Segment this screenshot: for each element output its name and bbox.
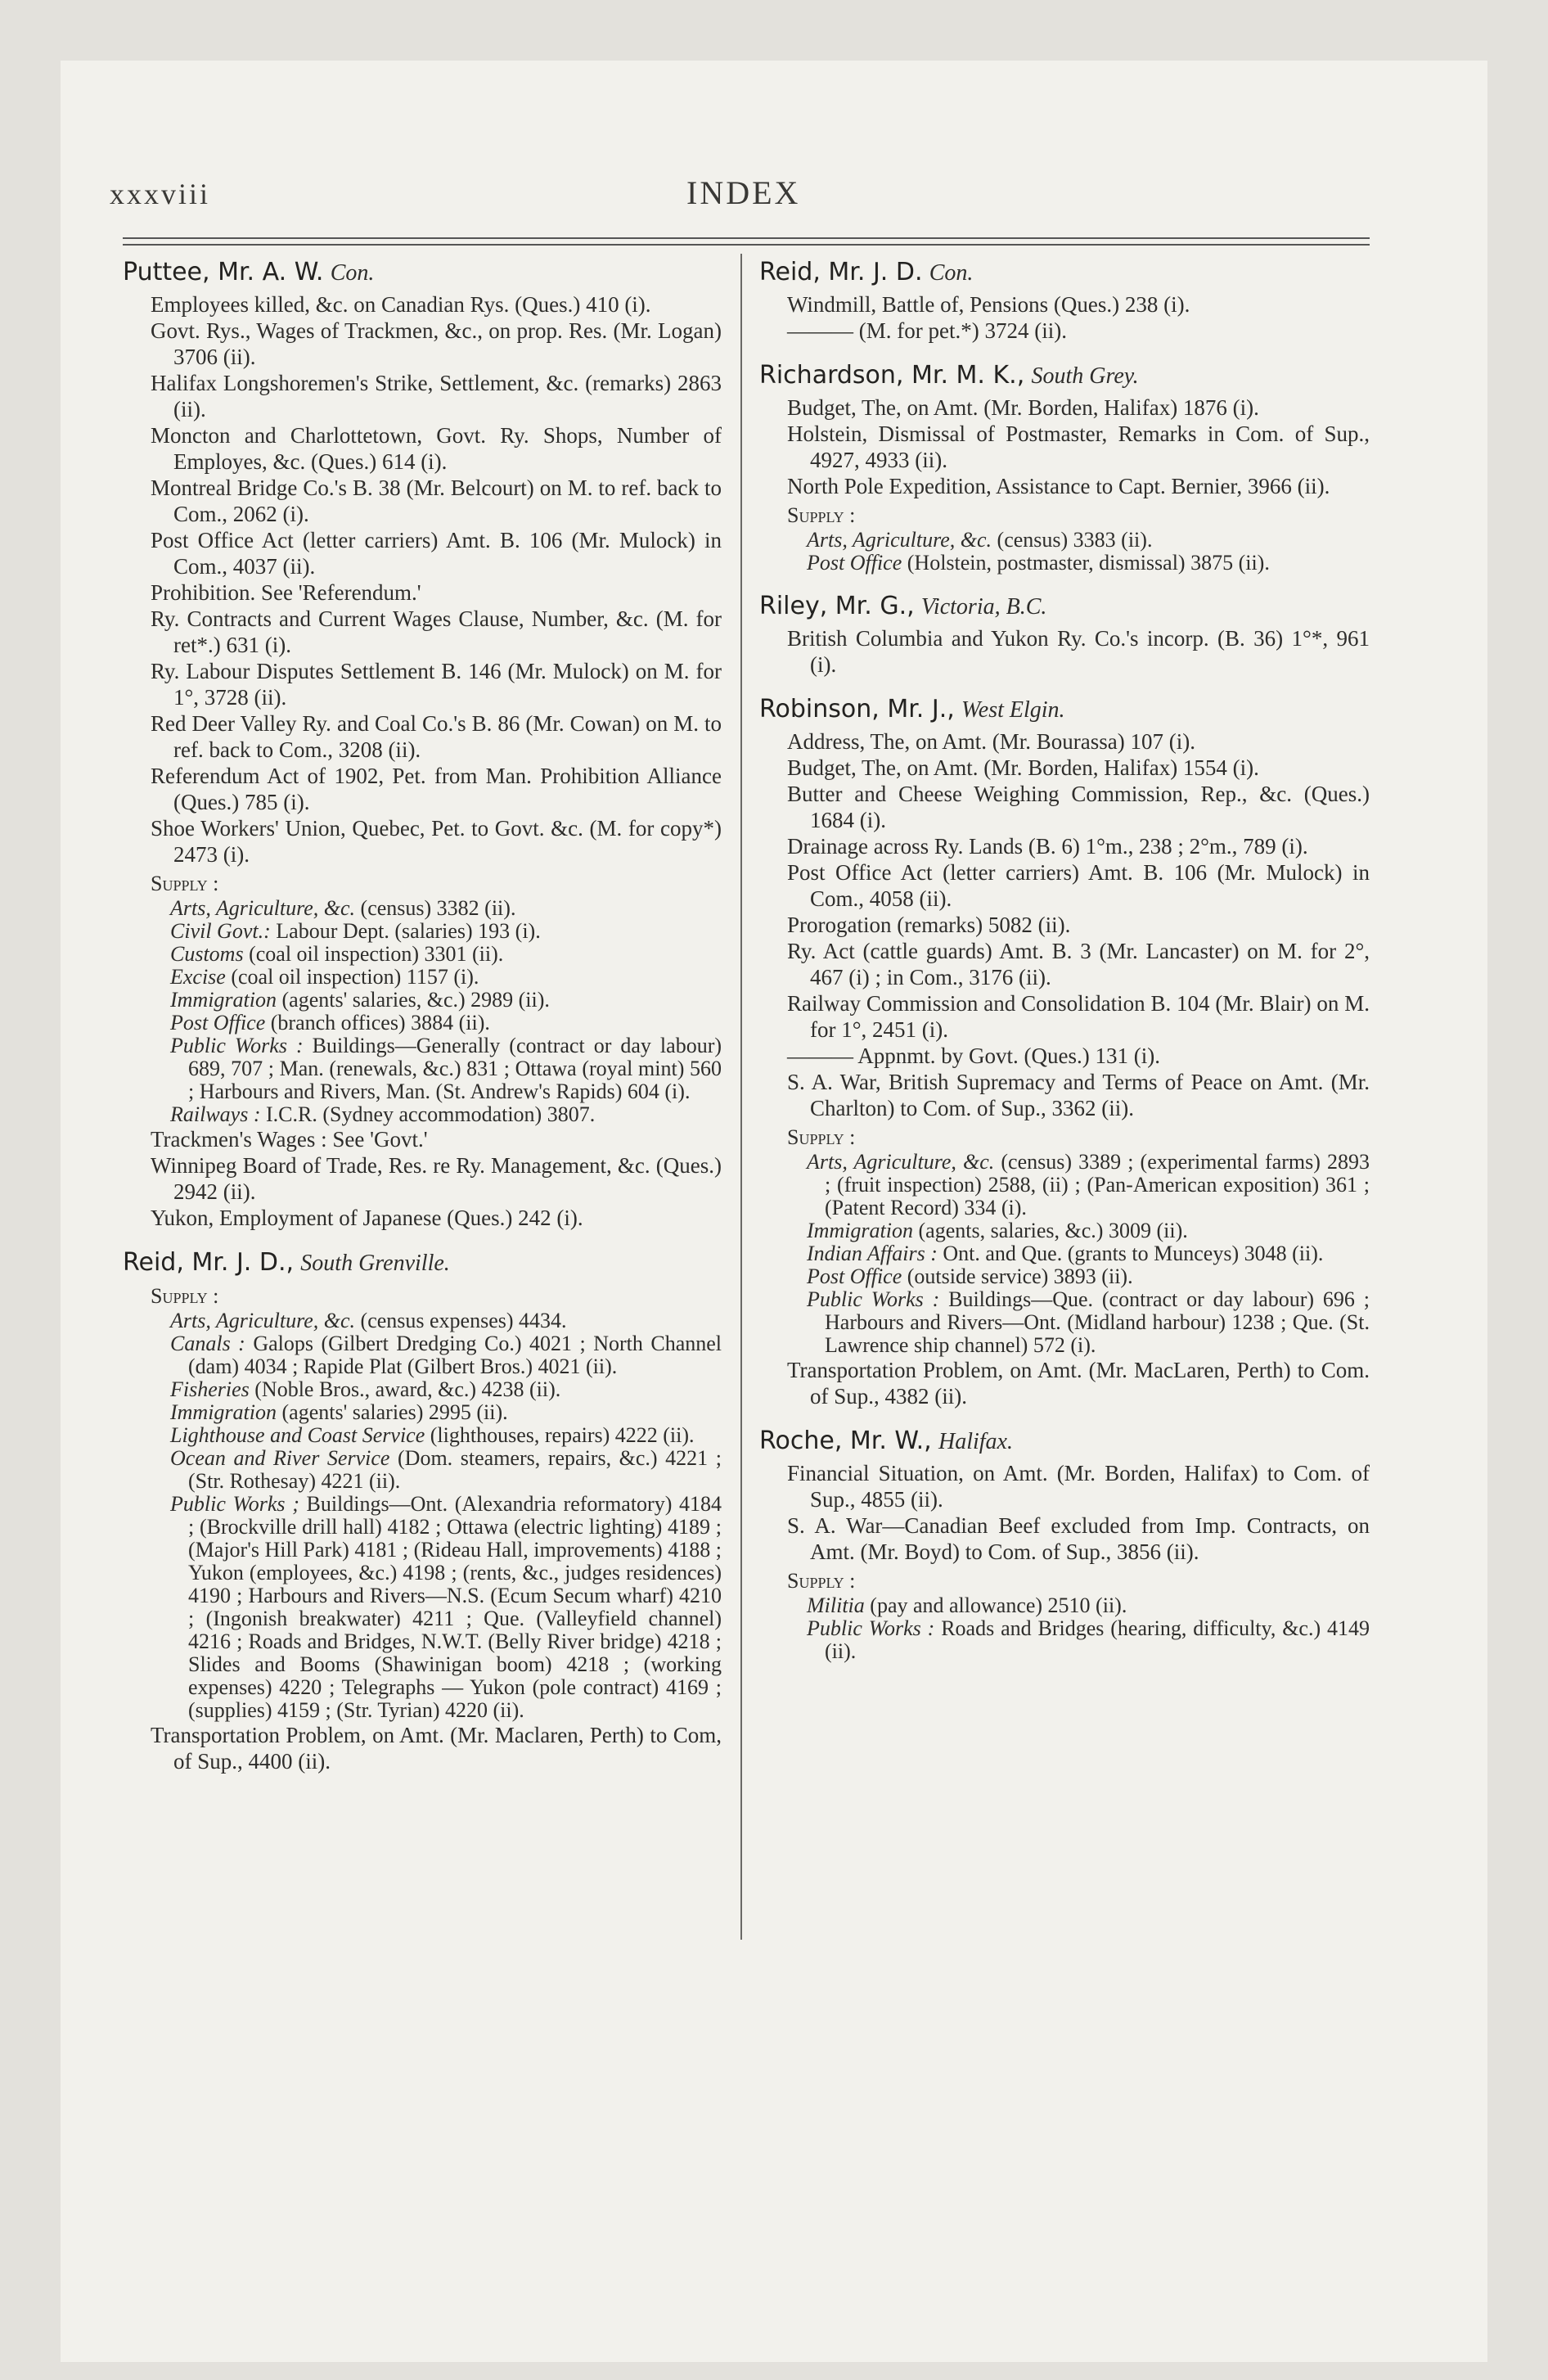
subject-entry: Ry. Act (cattle guards) Amt. B. 3 (Mr. Lancaster) on M. for 2°, 467 (i) ; in Com., 3176 (ii). bbox=[787, 939, 1370, 989]
subject-entry: Winnipeg Board of Trade, Res. re Ry. Management, &c. (Ques.) 2942 (ii). bbox=[151, 1153, 722, 1204]
supply-item bbox=[759, 1594, 1370, 1617]
supply-category: Public Works ; bbox=[170, 1492, 299, 1516]
supply-detail: (Dom. steamers, repairs, &c.) 4221 ; (Str. Rothesay) 4221 (ii). bbox=[188, 1446, 722, 1493]
supply-category: Public Works : bbox=[807, 1287, 940, 1311]
person-riding: South Grenville. bbox=[300, 1251, 450, 1276]
supply-item bbox=[759, 1242, 1370, 1265]
subject-entry: Address, The, on Amt. (Mr. Bourassa) 107 (i). bbox=[787, 729, 1195, 754]
supply-item bbox=[759, 1219, 1370, 1242]
supply-heading: Supply : bbox=[151, 1284, 219, 1308]
supply-category: Arts, Agriculture, &c. bbox=[807, 1150, 995, 1174]
person-name: Richardson, Mr. M. K., bbox=[759, 361, 1025, 390]
index-entry-person bbox=[759, 589, 1370, 678]
supply-detail: (census) 3389 ; (experimental farms) 2893 ; (fruit inspection) 2588, (ii) ; (Pan-American exposition) 361 ; (Patent Record) 334 (i). bbox=[825, 1150, 1370, 1219]
subject-entry: Prohibition. See 'Referendum.' bbox=[151, 580, 421, 605]
supply-item bbox=[123, 1424, 722, 1447]
supply-category: Post Office bbox=[807, 551, 902, 575]
supply-item bbox=[123, 989, 722, 1012]
subject-entry: Employees killed, &c. on Canadian Rys. (Ques.) 410 (i). bbox=[151, 292, 651, 317]
index-entry-person bbox=[759, 358, 1370, 575]
subject-entry: Halifax Longshoremen's Strike, Settlement, &c. (remarks) 2863 (ii). bbox=[151, 371, 722, 421]
page-header bbox=[110, 174, 1370, 226]
supply-category: Post Office bbox=[170, 1011, 266, 1034]
index-column-left bbox=[123, 246, 722, 1789]
subject-entry: North Pole Expedition, Assistance to Capt. Bernier, 3966 (ii). bbox=[787, 474, 1330, 498]
person-riding: West Elgin. bbox=[961, 697, 1065, 723]
subject-entry: Budget, The, on Amt. (Mr. Borden, Halifax) 1876 (i). bbox=[787, 395, 1259, 420]
supply-category: Ocean and River Service bbox=[170, 1446, 390, 1470]
supply-category: Arts, Agriculture, &c. bbox=[170, 896, 356, 920]
supply-item bbox=[123, 1401, 722, 1424]
running-title: INDEX bbox=[686, 174, 801, 211]
index-entry-person bbox=[759, 255, 1370, 344]
person-name: Roche, Mr. W., bbox=[759, 1427, 932, 1455]
subject-entry: S. A. War—Canadian Beef excluded from Imp. Contracts, on Amt. (Mr. Boyd) to Com. of Sup., 3856 (ii). bbox=[787, 1513, 1370, 1564]
supply-detail: (agents' salaries) 2995 (ii). bbox=[277, 1400, 508, 1424]
supply-item bbox=[759, 1151, 1370, 1219]
supply-detail: I.C.R. (Sydney accommodation) 3807. bbox=[260, 1102, 596, 1126]
supply-category: Post Office bbox=[807, 1264, 902, 1288]
supply-item bbox=[123, 897, 722, 920]
supply-detail: (outside service) 3893 (ii). bbox=[902, 1264, 1133, 1288]
supply-category: Fisheries bbox=[170, 1377, 250, 1401]
person-heading bbox=[123, 1246, 722, 1280]
supply-heading: Supply : bbox=[151, 872, 219, 895]
supply-item bbox=[759, 529, 1370, 552]
supply-category: Public Works : bbox=[170, 1034, 304, 1057]
person-riding: Halifax. bbox=[938, 1429, 1013, 1454]
person-riding: Con. bbox=[330, 260, 375, 286]
person-riding: Victoria, B.C. bbox=[920, 594, 1047, 620]
supply-item bbox=[123, 1493, 722, 1722]
person-riding: Con. bbox=[929, 260, 974, 286]
supply-detail: (coal oil inspection) 1157 (i). bbox=[225, 965, 479, 989]
person-heading bbox=[759, 255, 1370, 290]
supply-item bbox=[123, 1034, 722, 1103]
supply-heading: Supply : bbox=[787, 1125, 856, 1149]
supply-detail: (coal oil inspection) 3301 (ii). bbox=[243, 942, 504, 966]
supply-item bbox=[123, 1332, 722, 1378]
supply-category: Railways : bbox=[170, 1102, 261, 1126]
supply-category: Arts, Agriculture, &c. bbox=[807, 528, 992, 552]
subject-entry: Moncton and Charlottetown, Govt. Ry. Shops, Number of Employes, &c. (Ques.) 614 (i). bbox=[151, 423, 722, 474]
supply-detail: (census) 3382 (ii). bbox=[355, 896, 516, 920]
supply-detail: (agents, salaries, &c.) 3009 (ii). bbox=[913, 1219, 1188, 1242]
supply-category: Customs bbox=[170, 942, 244, 966]
supply-category: Civil Govt.: bbox=[170, 919, 271, 943]
supply-detail: (census expenses) 4434. bbox=[355, 1309, 567, 1332]
column-divider bbox=[740, 254, 742, 1940]
person-heading bbox=[759, 589, 1370, 624]
person-name: Riley, Mr. G., bbox=[759, 592, 915, 620]
supply-detail: (pay and allowance) 2510 (ii). bbox=[864, 1593, 1127, 1617]
subject-entry: ——— Appnmt. by Govt. (Ques.) 131 (i). bbox=[787, 1044, 1160, 1068]
supply-heading: Supply : bbox=[787, 1569, 856, 1593]
person-name: Reid, Mr. J. D., bbox=[123, 1248, 295, 1277]
supply-item bbox=[759, 1265, 1370, 1288]
subject-entry: Financial Situation, on Amt. (Mr. Borden, Halifax) to Com. of Sup., 4855 (ii). bbox=[787, 1461, 1370, 1512]
person-heading bbox=[123, 255, 722, 290]
subject-entry: British Columbia and Yukon Ry. Co.'s incorp. (B. 36) 1°*, 961 (i). bbox=[787, 626, 1370, 677]
supply-item bbox=[123, 920, 722, 943]
subject-entry: Holstein, Dismissal of Postmaster, Remarks in Com. of Sup., 4927, 4933 (ii). bbox=[787, 421, 1370, 472]
supply-item bbox=[123, 1012, 722, 1034]
supply-detail: (agents' salaries, &c.) 2989 (ii). bbox=[277, 988, 550, 1012]
subject-entry: Trackmen's Wages : See 'Govt.' bbox=[151, 1127, 428, 1152]
subject-entry: Budget, The, on Amt. (Mr. Borden, Halifax) 1554 (i). bbox=[787, 755, 1259, 780]
supply-category: Public Works : bbox=[807, 1616, 935, 1640]
supply-item bbox=[123, 1309, 722, 1332]
supply-category: Immigration bbox=[807, 1219, 913, 1242]
supply-detail: (Holstein, postmaster, dismissal) 3875 (ii). bbox=[902, 551, 1270, 575]
person-name: Robinson, Mr. J., bbox=[759, 695, 955, 723]
subject-entry: Butter and Cheese Weighing Commission, Rep., &c. (Ques.) 1684 (i). bbox=[787, 782, 1370, 832]
person-name: Puttee, Mr. A. W. bbox=[123, 258, 324, 286]
supply-category: Canals : bbox=[170, 1332, 245, 1355]
supply-detail: (census) 3383 (ii). bbox=[992, 528, 1153, 552]
index-entry-person bbox=[759, 1424, 1370, 1663]
supply-detail: Buildings—Generally (contract or day labour) 689, 707 ; Man. (renewals, &c.) 831 ; Ottawa (royal mint) 560 ; Harbours and Rivers, Man. (St. Andrew's Rapids) 604 (i). bbox=[188, 1034, 722, 1103]
supply-category: Militia bbox=[807, 1593, 865, 1617]
index-entry-person bbox=[759, 692, 1370, 1409]
index-entry-person bbox=[123, 255, 722, 1231]
supply-item bbox=[759, 552, 1370, 575]
supply-category: Arts, Agriculture, &c. bbox=[170, 1309, 356, 1332]
supply-detail: Buildings—Que. (contract or day labour) 696 ; Harbours and Rivers—Ont. (Midland harbour) 1238 ; Que. (St. Lawrence ship channel) 572 (i). bbox=[825, 1287, 1370, 1357]
subject-entry: Ry. Labour Disputes Settlement B. 146 (Mr. Mulock) on M. for 1°, 3728 (ii). bbox=[151, 659, 722, 710]
supply-heading: Supply : bbox=[787, 503, 856, 527]
supply-detail: Labour Dept. (salaries) 193 (i). bbox=[270, 919, 541, 943]
subject-entry: Montreal Bridge Co.'s B. 38 (Mr. Belcourt) on M. to ref. back to Com., 2062 (i). bbox=[151, 476, 722, 526]
subject-entry: Drainage across Ry. Lands (B. 6) 1°m., 238 ; 2°m., 789 (i). bbox=[787, 834, 1308, 859]
subject-entry: Ry. Contracts and Current Wages Clause, Number, &c. (M. for ret*.) 631 (i). bbox=[151, 606, 722, 657]
supply-detail: (Noble Bros., award, &c.) 4238 (ii). bbox=[249, 1377, 561, 1401]
subject-entry: Post Office Act (letter carriers) Amt. B. 106 (Mr. Mulock) in Com., 4037 (ii). bbox=[151, 528, 722, 579]
subject-entry: S. A. War, British Supremacy and Terms of Peace on Amt. (Mr. Charlton) to Com. of Sup., 3362 (ii). bbox=[787, 1070, 1370, 1120]
subject-entry: Red Deer Valley Ry. and Coal Co.'s B. 86 (Mr. Cowan) on M. to ref. back to Com., 3208 (ii). bbox=[151, 711, 722, 762]
supply-detail: Roads and Bridges (hearing, difficulty, &c.) 4149 (ii). bbox=[825, 1616, 1370, 1663]
person-heading bbox=[759, 1424, 1370, 1458]
supply-item bbox=[759, 1288, 1370, 1357]
supply-category: Excise bbox=[170, 965, 226, 989]
supply-category: Immigration bbox=[170, 988, 277, 1012]
subject-entry: Transportation Problem, on Amt. (Mr. MacLaren, Perth) to Com. of Sup., 4382 (ii). bbox=[787, 1358, 1370, 1409]
subject-entry: Govt. Rys., Wages of Trackmen, &c., on prop. Res. (Mr. Logan) 3706 (ii). bbox=[151, 318, 722, 369]
supply-item bbox=[123, 1447, 722, 1493]
subject-entry: Railway Commission and Consolidation B. 104 (Mr. Blair) on M. for 1°, 2451 (i). bbox=[787, 991, 1370, 1042]
supply-item bbox=[123, 943, 722, 966]
subject-entry: ——— (M. for pet.*) 3724 (ii). bbox=[787, 318, 1067, 343]
subject-entry: Transportation Problem, on Amt. (Mr. Maclaren, Perth) to Com, of Sup., 4400 (ii). bbox=[151, 1723, 722, 1774]
supply-category: Immigration bbox=[170, 1400, 277, 1424]
supply-detail: Galops (Gilbert Dredging Co.) 4021 ; North Channel (dam) 4034 ; Rapide Plat (Gilbert Bros.) 4021 (ii). bbox=[188, 1332, 722, 1378]
supply-item bbox=[123, 1103, 722, 1126]
subject-entry: Prorogation (remarks) 5082 (ii). bbox=[787, 913, 1071, 937]
supply-detail: Buildings—Ont. (Alexandria reformatory) 4184 ; (Brockville drill hall) 4182 ; Ottawa (electric lighting) 4189 ; (Major's Hill Park) 4181 ; (Rideau Hall, improvements) 4188 ; Yukon (employees, &c.) 4198 ; (rents, &c., judges residences) 4190 ; Harbours and Rivers—N.S. (Ecum Secum wharf) 4210 ; (Ingonish breakwater) 4211 ; Que. (Valleyfield channel) 4216 ; Roads and Bridges, N.W.T. (Belly River bridge) 4218 ; Slides and Booms (Shawinigan boom) 4218 ; (working expenses) 4220 ; Telegraphs — Yukon (pole contract) 4169 ; (supplies) 4159 ; (Str. Tyrian) 4220 (ii). bbox=[188, 1492, 722, 1722]
subject-entry: Referendum Act of 1902, Pet. from Man. Prohibition Alliance (Ques.) 785 (i). bbox=[151, 764, 722, 814]
supply-item bbox=[759, 1617, 1370, 1663]
supply-category: Lighthouse and Coast Service bbox=[170, 1423, 425, 1447]
person-name: Reid, Mr. J. D. bbox=[759, 258, 923, 286]
subject-entry: Shoe Workers' Union, Quebec, Pet. to Govt. &c. (M. for copy*) 2473 (i). bbox=[151, 816, 722, 867]
supply-detail: (branch offices) 3884 (ii). bbox=[265, 1011, 490, 1034]
supply-detail: Ont. and Que. (grants to Munceys) 3048 (ii). bbox=[937, 1242, 1324, 1265]
person-heading bbox=[759, 692, 1370, 727]
person-heading bbox=[759, 358, 1370, 393]
supply-category: Indian Affairs : bbox=[807, 1242, 938, 1265]
subject-entry: Windmill, Battle of, Pensions (Ques.) 238 (i). bbox=[787, 292, 1190, 317]
index-column-right bbox=[759, 246, 1370, 1678]
supply-item bbox=[123, 1378, 722, 1401]
supply-detail: (lighthouses, repairs) 4222 (ii). bbox=[425, 1423, 695, 1447]
header-rule bbox=[123, 237, 1370, 239]
page-number: xxxviii bbox=[110, 178, 211, 210]
supply-item bbox=[123, 966, 722, 989]
subject-entry: Post Office Act (letter carriers) Amt. B. 106 (Mr. Mulock) in Com., 4058 (ii). bbox=[787, 860, 1370, 911]
person-riding: South Grey. bbox=[1031, 363, 1139, 389]
index-entry-person bbox=[123, 1246, 722, 1774]
subject-entry: Yukon, Employment of Japanese (Ques.) 242 (i). bbox=[151, 1206, 583, 1230]
